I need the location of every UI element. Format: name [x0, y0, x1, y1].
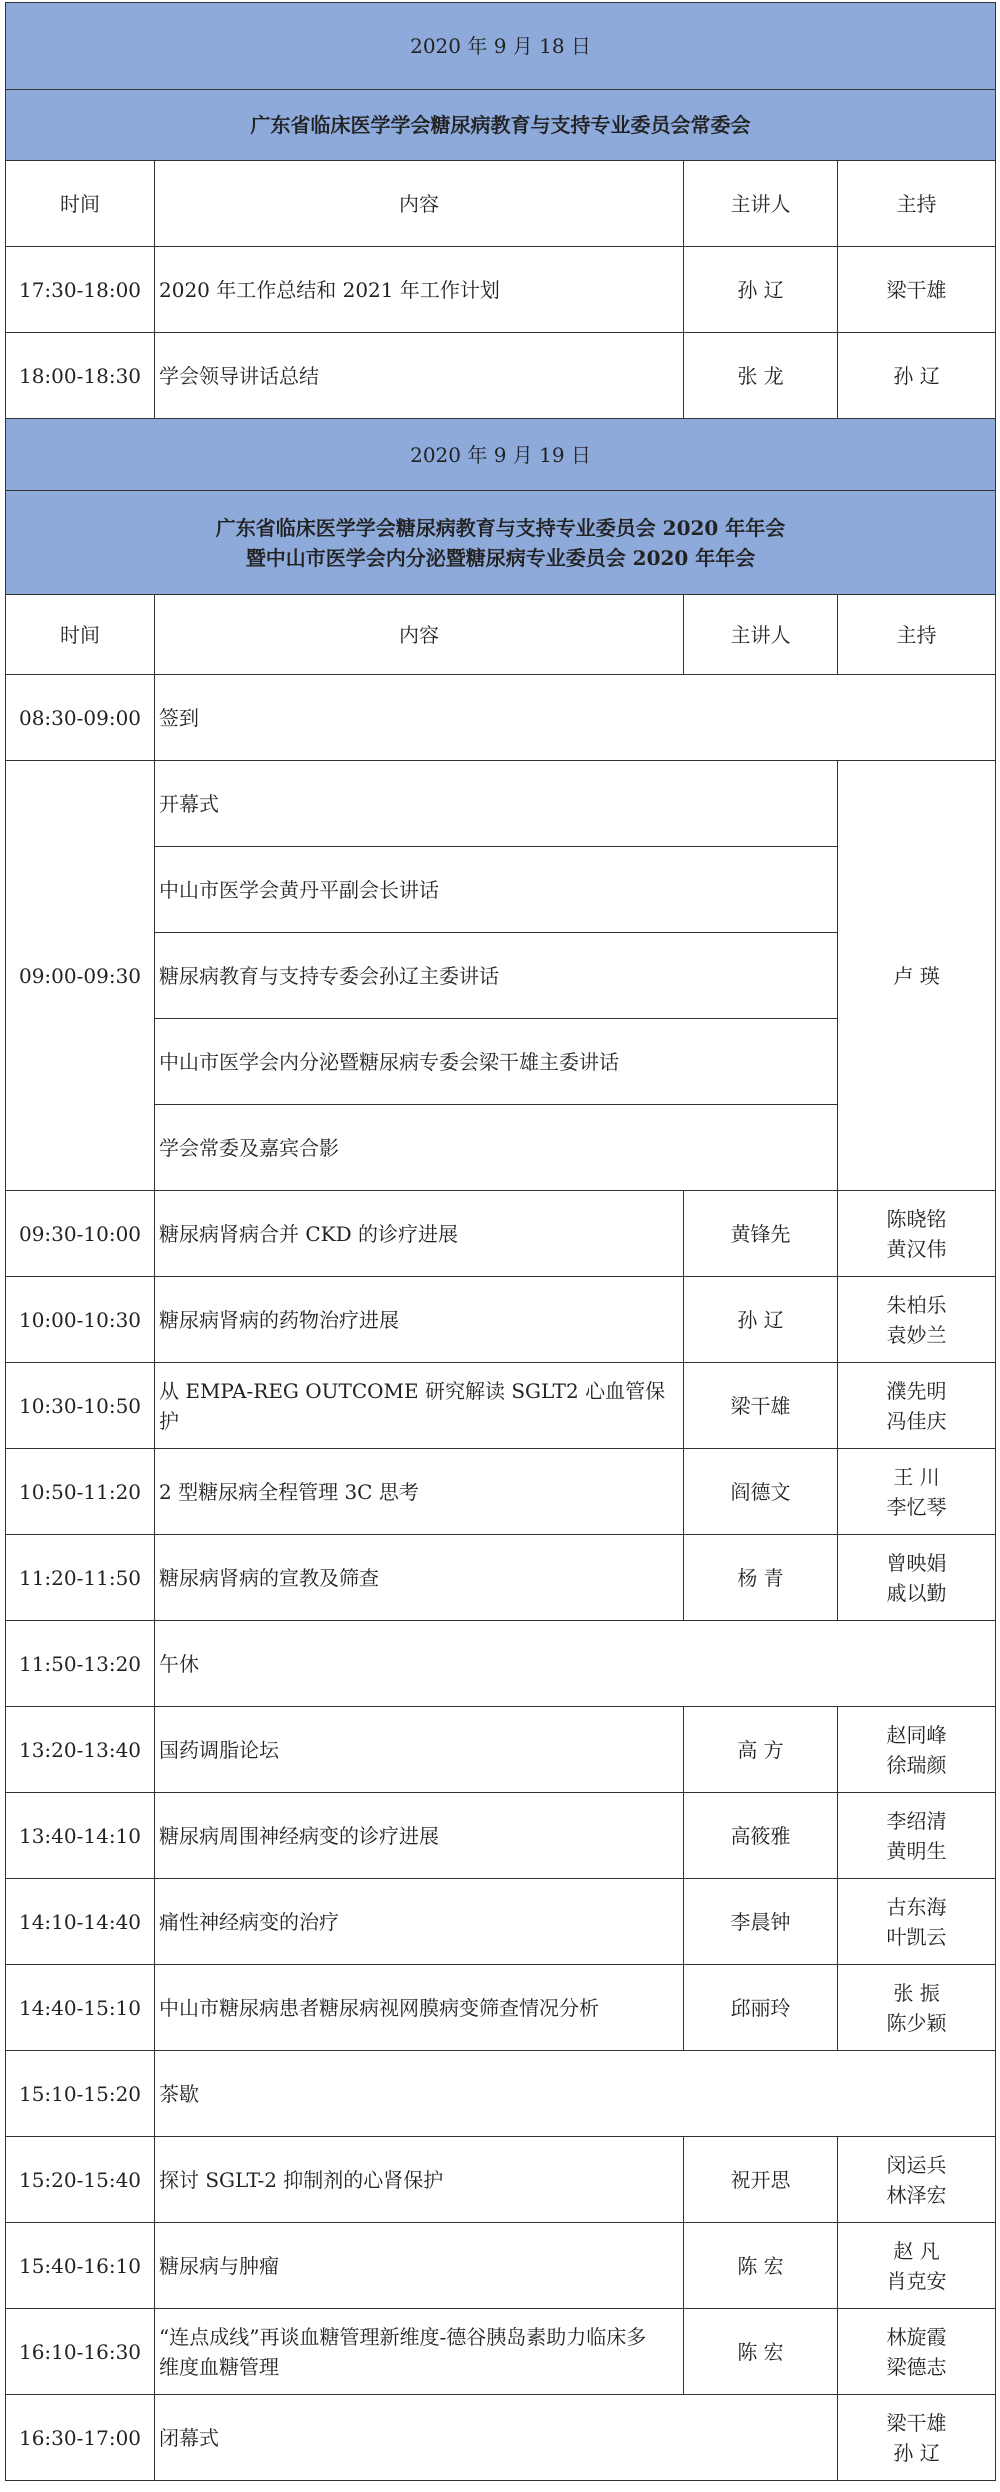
host-name: 孙 辽: [893, 2440, 940, 2465]
content-cell: 国药调脂论坛: [155, 1707, 684, 1793]
host-name: 古东海: [886, 1894, 947, 1919]
header-speaker: 主讲人: [684, 595, 838, 675]
table-row: [6, 247, 996, 333]
day2-title-line2: 暨中山市医学会内分泌暨糖尿病专业委员会 2020 年年会: [245, 545, 756, 570]
time-cell: 16:30-17:00: [6, 2395, 155, 2481]
speaker-cell: 祝开思: [684, 2137, 838, 2223]
host-name: 陈少颖: [886, 2010, 947, 2035]
day2-date-row: [6, 419, 996, 491]
table-row: [6, 1965, 996, 2051]
time-cell: 10:30-10:50: [6, 1363, 155, 1449]
host-name: 赵 凡: [893, 2238, 940, 2263]
content-cell: 糖尿病肾病合并 CKD 的诊疗进展: [155, 1191, 684, 1277]
time-cell: 09:30-10:00: [6, 1191, 155, 1277]
time-cell: 18:00-18:30: [6, 333, 155, 419]
table-row: [6, 2137, 996, 2223]
time-cell: 09:00-09:30: [6, 761, 155, 1191]
host-cell: [838, 1707, 996, 1793]
host-cell: [838, 1879, 996, 1965]
content-cell: 闭幕式: [155, 2395, 838, 2481]
schedule-table: [5, 2, 996, 2481]
content-cell: 开幕式: [155, 761, 838, 847]
host-name: 冯佳庆: [886, 1408, 947, 1433]
host-cell: 卢 瑛: [838, 761, 996, 1191]
header-time: 时间: [6, 161, 155, 247]
day2-header-row: [6, 595, 996, 675]
speaker-cell: 孙 辽: [684, 247, 838, 333]
host-cell: [838, 1449, 996, 1535]
host-cell: [838, 1793, 996, 1879]
content-cell: 学会领导讲话总结: [155, 333, 684, 419]
time-cell: 10:00-10:30: [6, 1277, 155, 1363]
host-name: 梁德志: [886, 2354, 947, 2379]
day2-title-line1: 广东省临床医学学会糖尿病教育与支持专业委员会 2020 年年会: [215, 515, 786, 540]
table-row: [6, 1879, 996, 1965]
host-cell: [838, 1535, 996, 1621]
host-cell: [838, 1191, 996, 1277]
day2-title-row: [6, 491, 996, 595]
content-cell: 糖尿病教育与支持专委会孙辽主委讲话: [155, 933, 838, 1019]
content-cell: 2 型糖尿病全程管理 3C 思考: [155, 1449, 684, 1535]
time-cell: 15:20-15:40: [6, 2137, 155, 2223]
host-cell: [838, 1965, 996, 2051]
speaker-cell: 杨 青: [684, 1535, 838, 1621]
time-cell: 08:30-09:00: [6, 675, 155, 761]
host-cell: [838, 1277, 996, 1363]
host-cell: [838, 2223, 996, 2309]
host-name: 赵同峰: [886, 1722, 947, 1747]
content-cell: 茶歇: [155, 2051, 996, 2137]
day1-title-row: [6, 90, 996, 161]
host-name: 戚以勤: [886, 1580, 947, 1605]
host-name: 李忆琴: [886, 1494, 947, 1519]
day2-date: 2020 年 9 月 19 日: [6, 419, 996, 491]
host-name: 肖克安: [886, 2268, 947, 2293]
content-cell: 糖尿病周围神经病变的诊疗进展: [155, 1793, 684, 1879]
speaker-cell: 黄锋先: [684, 1191, 838, 1277]
speaker-cell: 高筱雅: [684, 1793, 838, 1879]
host-name: 袁妙兰: [886, 1322, 947, 1347]
time-cell: 16:10-16:30: [6, 2309, 155, 2395]
speaker-cell: 孙 辽: [684, 1277, 838, 1363]
speaker-cell: 梁干雄: [684, 1363, 838, 1449]
host-name: 闵运兵: [886, 2152, 947, 2177]
day1-header-row: [6, 161, 996, 247]
table-row: [6, 1277, 996, 1363]
table-row: [6, 1793, 996, 1879]
time-cell: 14:40-15:10: [6, 1965, 155, 2051]
closing-row: [6, 2395, 996, 2481]
content-cell: 探讨 SGLT-2 抑制剂的心肾保护: [155, 2137, 684, 2223]
host-name: 林泽宏: [886, 2182, 947, 2207]
speaker-cell: 高 方: [684, 1707, 838, 1793]
content-cell: 签到: [155, 675, 996, 761]
time-cell: 11:20-11:50: [6, 1535, 155, 1621]
host-cell: [838, 2395, 996, 2481]
host-name: 陈晓铭: [886, 1206, 947, 1231]
tea-row: [6, 2051, 996, 2137]
host-name: 李绍清: [886, 1808, 947, 1833]
header-host: 主持: [838, 595, 996, 675]
host-cell: 孙 辽: [838, 333, 996, 419]
opening-row: [6, 761, 996, 847]
content-cell: 中山市糖尿病患者糖尿病视网膜病变筛查情况分析: [155, 1965, 684, 2051]
host-cell: [838, 2309, 996, 2395]
content-cell: 中山市医学会黄丹平副会长讲话: [155, 847, 838, 933]
content-cell: [155, 2309, 684, 2395]
speaker-cell: 张 龙: [684, 333, 838, 419]
content-line: “连点成线”再谈血糖管理新维度-德谷胰岛素助力临床多: [159, 2324, 647, 2349]
header-content: 内容: [155, 595, 684, 675]
table-row: [6, 1707, 996, 1793]
table-row: [6, 1449, 996, 1535]
time-cell: 17:30-18:00: [6, 247, 155, 333]
speaker-cell: 陈 宏: [684, 2223, 838, 2309]
signin-row: [6, 675, 996, 761]
time-cell: 15:40-16:10: [6, 2223, 155, 2309]
speaker-cell: 邱丽玲: [684, 1965, 838, 2051]
speaker-cell: 李晨钟: [684, 1879, 838, 1965]
lunch-row: [6, 1621, 996, 1707]
day1-title: 广东省临床医学学会糖尿病教育与支持专业委员会常委会: [6, 90, 996, 161]
content-cell: 2020 年工作总结和 2021 年工作计划: [155, 247, 684, 333]
host-cell: [838, 1363, 996, 1449]
host-name: 黄明生: [886, 1838, 947, 1863]
table-row: [6, 2309, 996, 2395]
header-host: 主持: [838, 161, 996, 247]
table-row: [6, 1191, 996, 1277]
content-line: 维度血糖管理: [159, 2354, 279, 2379]
host-name: 黄汉伟: [886, 1236, 947, 1261]
host-name: 濮先明: [886, 1378, 947, 1403]
time-cell: 10:50-11:20: [6, 1449, 155, 1535]
header-speaker: 主讲人: [684, 161, 838, 247]
time-cell: 13:20-13:40: [6, 1707, 155, 1793]
speaker-cell: 陈 宏: [684, 2309, 838, 2395]
host-name: 叶凯云: [886, 1924, 947, 1949]
time-cell: 13:40-14:10: [6, 1793, 155, 1879]
content-cell: 从 EMPA-REG OUTCOME 研究解读 SGLT2 心血管保护: [155, 1363, 684, 1449]
host-name: 梁干雄: [886, 2410, 947, 2435]
content-cell: 痛性神经病变的治疗: [155, 1879, 684, 1965]
host-cell: 梁干雄: [838, 247, 996, 333]
time-cell: 15:10-15:20: [6, 2051, 155, 2137]
table-row: [6, 333, 996, 419]
speaker-cell: 阎德文: [684, 1449, 838, 1535]
header-content: 内容: [155, 161, 684, 247]
day1-date-row: [6, 3, 996, 90]
content-cell: 糖尿病肾病的药物治疗进展: [155, 1277, 684, 1363]
content-cell: 中山市医学会内分泌暨糖尿病专委会梁干雄主委讲话: [155, 1019, 838, 1105]
host-name: 王 川: [893, 1464, 940, 1489]
host-name: 朱柏乐: [886, 1292, 947, 1317]
host-name: 徐瑞颜: [886, 1752, 947, 1777]
host-name: 曾映娟: [886, 1550, 947, 1575]
content-cell: 糖尿病与肿瘤: [155, 2223, 684, 2309]
content-cell: 午休: [155, 1621, 996, 1707]
table-row: [6, 2223, 996, 2309]
content-cell: 糖尿病肾病的宣教及筛查: [155, 1535, 684, 1621]
table-row: [6, 1363, 996, 1449]
content-cell: 学会常委及嘉宾合影: [155, 1105, 838, 1191]
time-cell: 11:50-13:20: [6, 1621, 155, 1707]
host-name: 张 振: [893, 1980, 940, 2005]
host-cell: [838, 2137, 996, 2223]
header-time: 时间: [6, 595, 155, 675]
table-row: [6, 1535, 996, 1621]
day2-title: [6, 491, 996, 595]
time-cell: 14:10-14:40: [6, 1879, 155, 1965]
day1-date: 2020 年 9 月 18 日: [6, 3, 996, 90]
host-name: 林旋霞: [886, 2324, 947, 2349]
